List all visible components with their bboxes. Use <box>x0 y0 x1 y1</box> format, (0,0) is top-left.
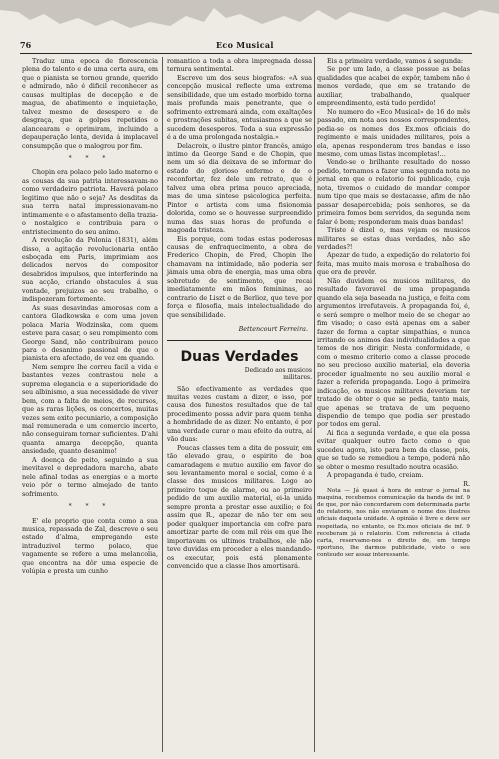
column-divider <box>162 57 163 752</box>
paragraph: Escreve um dos seus biografos: «A sua concepção musical reflecte uma extrema sensibilidade, que um estado morbido torna mais profunda mais penetrante, que o sofrimento extremará ainda, com exaltações e prostrações subitas, entusiasmos a que se sucedem desesperos. Toda a sua expressão é a de uma prolongada nostalgia.» <box>167 73 312 142</box>
paragraph: Apezar de tudo, a expedição do relatorio foi feita, mas muito mais morosa e trabalhosa do que era de prevêr. <box>317 251 470 277</box>
torn-page-edge <box>0 0 499 34</box>
paragraph: Nem sempre lhe correu facil a vida e bastantes vezes contrastou nele a suprema elegancia e a superioridade do seu albinismo, a sua necessidade de viver bem, com a falta de meios, de recursos, que as raras lições, os concertos, muitas vezes sem exito pecuniario, a composição mal remunerada e um comercio incerto, não conseguiram tornar suficientes. D'ahi quanta amarga decepção, quanta ansiedade, quanto desanimo! <box>22 362 158 456</box>
paragraph: Chopin era polaco pelo lado materno e as cousas da sua patria interessavam-no como verdadeiro patriota. Haverá polaco legitimo que não o seja? As desditas da sua terra natal impressionavam-no intimamente e o afastamento della trazia-o nostalgico e contribuia para o entristecimento do seu animo. <box>22 168 158 236</box>
paragraph: São efectivamente as verdades que muitas vezes custam a dizer, e isso, por causa dos funestos resultados que de tal procedimento possa advir para quem tenha a hombridade de as dizer. No entanto, é por uma verdade curar o mau efeito da outra, aí vão duas: <box>167 384 312 444</box>
section-separator: * * * <box>68 154 112 162</box>
paragraph: Delacroix, o ilustre pintor francês, amigo intimo da George Sand e de Chopin, que nem um só dia deixava de se informar do estado do glorioso enfermo e de o reconfortar, fez dele um retrato, que é talvez uma obra prima pouco apreciada, mas de uma sintese psicologica perfeita. Pintor e artista com uma fisionomia dolorida, como se o houvesse surpreendido numa das suas horas de profunda e magoada tristeza. <box>167 141 312 235</box>
paragraph: Traduz uma epoca de florescencia plena do talento e de uma certa aura, em que o pianista se tornou grande, querido e admirado, não é dificil reconhecer as causas multiplas de decepção e de magua, de abatimento e inquietação, talvez mesmo de desespero e de desgraça, que a golpes repetidos o alancearam e oprimiram, incluindo a depauperação lenta, devida á implacavel consumpção que o malogrou por fim. <box>22 57 158 150</box>
column-2 <box>167 57 312 570</box>
column-3 <box>317 57 470 559</box>
paragraph: As suas desavindas amorosas com a cantora Gladkowska e com uma joven polaca Maria Wodzinska, com quem esteve para casar, o seu rompimento com George Sand, não contribuiram pouco para o desanimo passional de que o pianista era afectado, de vez em quando. <box>22 303 158 363</box>
paragraph: romantico a toda a obra impregnada dessa ternura sentimental. <box>167 57 312 74</box>
section-rule <box>167 340 312 341</box>
paragraph: Se por um lado, a classe possue as belas qualidades que acabei de expôr, tambem não é menos verdade, que em se tratando de auxiliar, trabalhando, qualquer empreendimento, está tudo perdido! <box>317 65 470 108</box>
editor-note: Nota — Já quasi á hora de entrar o jornal na maquina, recebemos comunicação da banda de inf. 9 de que, por não concordarem com determinada parte do relatorio, nos não enviaram o nome dos ilustres oficiais daquela unidade. A opinião é livre e deve ser respeitada, no entanto, os Ex.mos oficiais de inf. 9 receberam já o relatorio. Com referencia á citada carta, reservamo-nos o direito de, em tempo oportuno, lhe darmos publicidade, visto o seu conteudo ser assaz interessante. <box>317 488 470 558</box>
article-title: Duas Verdades <box>180 348 299 365</box>
column-1 <box>22 57 158 576</box>
paragraph: A doença de peito, seguindo a sua inevitavel e depredadora marcha, abate nele afinal todas as energias e a morte veio pôr o termo almejado de tanto sofrimento. <box>22 455 158 498</box>
paragraph: Ai fica a segunda verdade, e que ela possa evitar qualquer outro facto como o que sucedeu agora, isto para bem da classe, pois, que se tudo se remediou a tempo, poderá não se obter o mesmo resultado noutra ocasião. <box>317 428 470 471</box>
header-rule <box>20 53 472 54</box>
article-dedication: Dedicado aos musicos militares. <box>244 366 312 381</box>
paragraph: A propaganda é tudo, creiam. <box>327 471 424 480</box>
paragraph: Triste é dizel o, mas vejam os musicos militares se estas duas verdades, não são verdades?! <box>317 226 470 251</box>
publication-title: Eco Musical <box>216 40 274 50</box>
paragraph: Vendo-se o brilhante resultado do nosso pedido, tornamos a fazer uma segunda nota no jornal em que o relatorio foi publicado, cuja nota, tivemos o cuidado de mandar compor num tipo que mais se destacasse, afim de não passar desapercebida; pois senhores, se da primeira fomos bem servidos, da segunda nem falar é bom; responderam mais duas bandas! <box>317 158 470 226</box>
column-divider <box>314 57 315 752</box>
paragraph: Não duvidem os musicos militares, do resultado favoravel de uma propaganda quando ela seja baseada na justiça, e feita com argumentos irrefutaveis. A propaganda foi, é, e será sempre o melhor meio de se chegar ao fim visado; o caso está apenas em a saber fazer de forma a captar simpathias, e nunca irritando os animos das individualidades a que temos de nos dirigir. Nesta conformidade, e com o mesmo criterio como a classe procede no seu precioso auxilio material, ela deveria proceder igualmente no seu auxilio moral e fazer a referida propaganda. Logo á primeira indicação, os musicos militares deveriam ter tratado de obter o que se pedia, tanto mais, que apenas se tratava de um pequeno dispendio de tempo que podia ser prestado por todos em geral. <box>317 276 470 429</box>
paragraph: Poucas classes tem a dita de possuir, em tão elevado grau, o espirito de boa camaradagem e mutuo auxilio em favor do seu levantamento moral e social, como é a classe dos musicos militares. Logo ao primeiro toque de alarme, ou ao primeiro pedido de um auxilio material, ei-la unida sempre pronta a prestar esse auxilio; e foi assim que R., apezar de não ter em seu poder qualquer importancia em cofre para amortizar parte de com mil réis em que lhe importavam os ultimos trabalhos, ele não teve duvidas em proceder a eles mandando-os executar, pois está plenamente convencido que a classe lhos amortisará. <box>167 443 312 571</box>
paragraph: E' ele proprio que conta como a sua musica, repassada de Zal, descreve o seu estado d'alma, empregando este intraduzivel termo polaco, que vagamente se refere a uma melancolia, que encontra na dôr uma especie de volúpia e presta um cunho <box>22 516 158 576</box>
paragraph: No numero do «Eco Musical» de 16 do mês passado, em nota aos nossos correspondentes, pedia-se os nomes dos Ex.mos oficiais do regimento e mais unidades militares, pois a ela, apenas responderam tres bandas e isso mesmo, com umas listas incompletas!... <box>317 107 470 158</box>
paragraph: A revolução da Polonia (1831), além disso, a agitação revolucionaria então esboçada em Paris, imprimiam aos delicados nervos do compositor desabridos impulsos, que interferindo na sua acção, criando obstaculos á sua vontade, prejuizos ao seu trabalho, o indispozeram fortemente. <box>22 236 158 304</box>
paragraph: Eis porque, com todas estas poderosas causas de enfraquecimento, a obra de Frederico Chopin, de Fred, Chopin lhe chamavam na intimidade, não poderia ser jámais uma obra de energia, mas uma obra sobretudo de sentimento, que recai imediatamente em mãos femininas, ao contrario de Liszt e de Berlioz, que teve por força e filosofia, mais intelectualidade do que sensibilidade. <box>167 234 312 319</box>
author-signature: Bettencourt Ferreira. <box>238 325 308 334</box>
section-separator: * * * <box>68 503 112 511</box>
page-header <box>20 40 472 52</box>
paragraph: Eis a primeira verdade, vamos á segunda: <box>327 57 464 65</box>
page-number: 76 <box>20 40 32 50</box>
author-initial: R. <box>463 479 470 488</box>
